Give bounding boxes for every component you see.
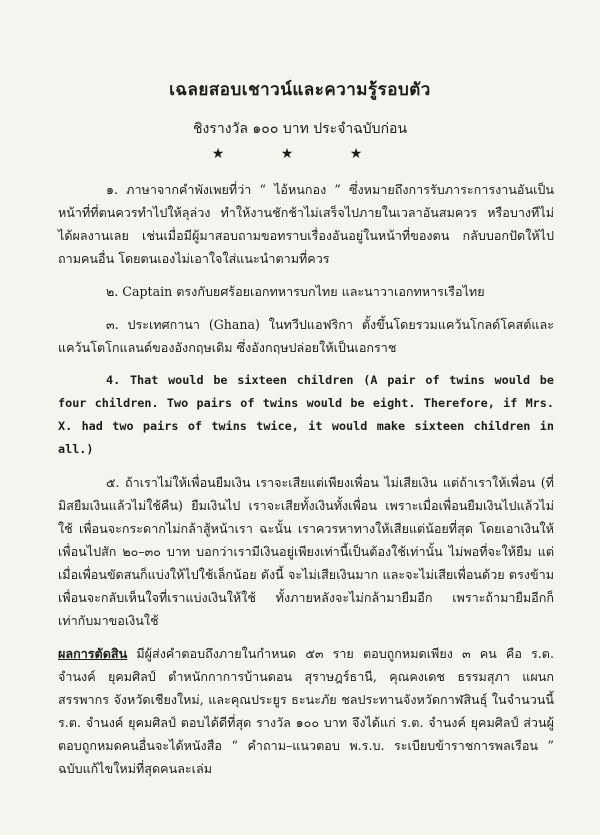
results-text: มีผู้ส่งคำตอบถึงภายในกำหนด ๕๓ ราย ตอบถูกหมดเพียง ๓ คน คือ ร.ต. จำนงค์ ยุคมศิลป์ ตำหนักกาการบ้านดอน สุราษฎร์ธานี, คุณคงเดช ธรรมสุภา แผนกสรรพากร จังหวัดเชียงใหม่, และคุณประยูร ธะนะภัย ชลประทานจังหวัดกาฬสินธุ์ ในจำนวนนี้ ร.ต. จำนงค์ ยุคมศิลป์ ตอบได้ดีที่สุด รางวัล ๑๐๐ บาท จึงได้แก่ ร.ต. จำนงค์ ยุคมศิลป์ ส่วนผู้ตอบถูกหมดคนอื่นจะได้หนังสือ “ คำถาม–แนวตอบ พ.ร.บ. ระเบียบข้าราชการพลเรือน ” ฉบับแก้ไขใหม่ที่สุดคนละเล่ม [58, 646, 554, 776]
answer-3: ๓. ประเทศกานา (Ghana) ในทวีปแอฟริกา ตั้งขึ้นโดยรวมแคว้นโกลด์โคสต์และแคว้นโตโกแลนด์ของอังกฤษเดิม ซึ่งอังกฤษปล่อยให้เป็นเอกราช [58, 317, 554, 355]
answer-2: ๒. Captain ตรงกับยศร้อยเอกทหารบกไทย และนาวาเอกทหารเรือไทย [106, 284, 485, 299]
answer-1: ๑. ภาษาจากคำพังเพยที่ว่า “ ไอ้หนกอง ” ซึ่งหมายถึงการรับภาระการงานอันเป็นหน้าที่ที่ตนควรทำไปให้ลุล่วง ทำให้งานชักช้าไม่เสร็จไปภายในเวลาอันสมควร หรือบางทีไม่ได้ผลงานเลย เช่นเมื่อมีผู้มาสอบถามขอทราบเรื่องอันอยู่ในหน้าที่ของตน กลับบอกปัดให้ไปถามคนอื่น โดยตนเองไม่เอาใจใส่แนะนำตามที่ควร [58, 182, 554, 266]
page-title: เฉลยสอบเชาวน์และความรู้รอบตัว [169, 80, 431, 100]
answer-5: ๕. ถ้าเราไม่ให้เพื่อนยืมเงิน เราจะเสียแต่เพียงเพื่อน ไม่เสียเงิน แต่ถ้าเราให้เพื่อน (ที่มิสยืมเงินแล้วไม่ใช้คืน) ยืมเงินไป เราจะเสียทั้งเงินทั้งเพื่อน เพราะเมื่อเพื่อนยืมเงินไปแล้วไม่ใช้ เพื่อนจะกระดากไม่กล้าสู้หน้าเรา ฉะนั้น เราควรหาทางให้เสียแต่น้อยที่สุด โดยเอาเงินให้เพื่อนไปสัก ๒๐–๓๐ บาท บอกว่าเรามีเงินอยู่เพียงเท่านี้เป็นต้องใช้เท่านั้น ไม่พอที่จะให้ยืม แต่เมื่อเพื่อนขัดสนก็แบ่งให้ไปใช้เล็กน้อย ดังนี้ จะไม่เสียเงินมาก และจะไม่เสียเพื่อนด้วย ตรงข้ามเพื่อนจะกลับเห็นใจที่เราแบ่งเงินให้ใช้ ทั้งภายหลังจะไม่กล้ามายืมอีก เพราะถ้ามายืมอีกก็เท่ากับมาขอเงินใช้ [58, 475, 554, 628]
answer-4: 4. That would be sixteen children (A pair of twins would be four children. Two pairs of twins would be eight. Therefore, if Mrs. X. had two pairs of twins twice, it would make sixteen children in all.) [58, 373, 554, 456]
star-divider: ★ ★ ★ [211, 146, 389, 162]
results-paragraph [58, 642, 554, 780]
page-subtitle: ชิงรางวัล ๑๐๐ บาท ประจำฉบับก่อน [192, 121, 408, 137]
results-label: ผลการตัดสิน [58, 646, 128, 661]
answer-body [58, 178, 554, 790]
